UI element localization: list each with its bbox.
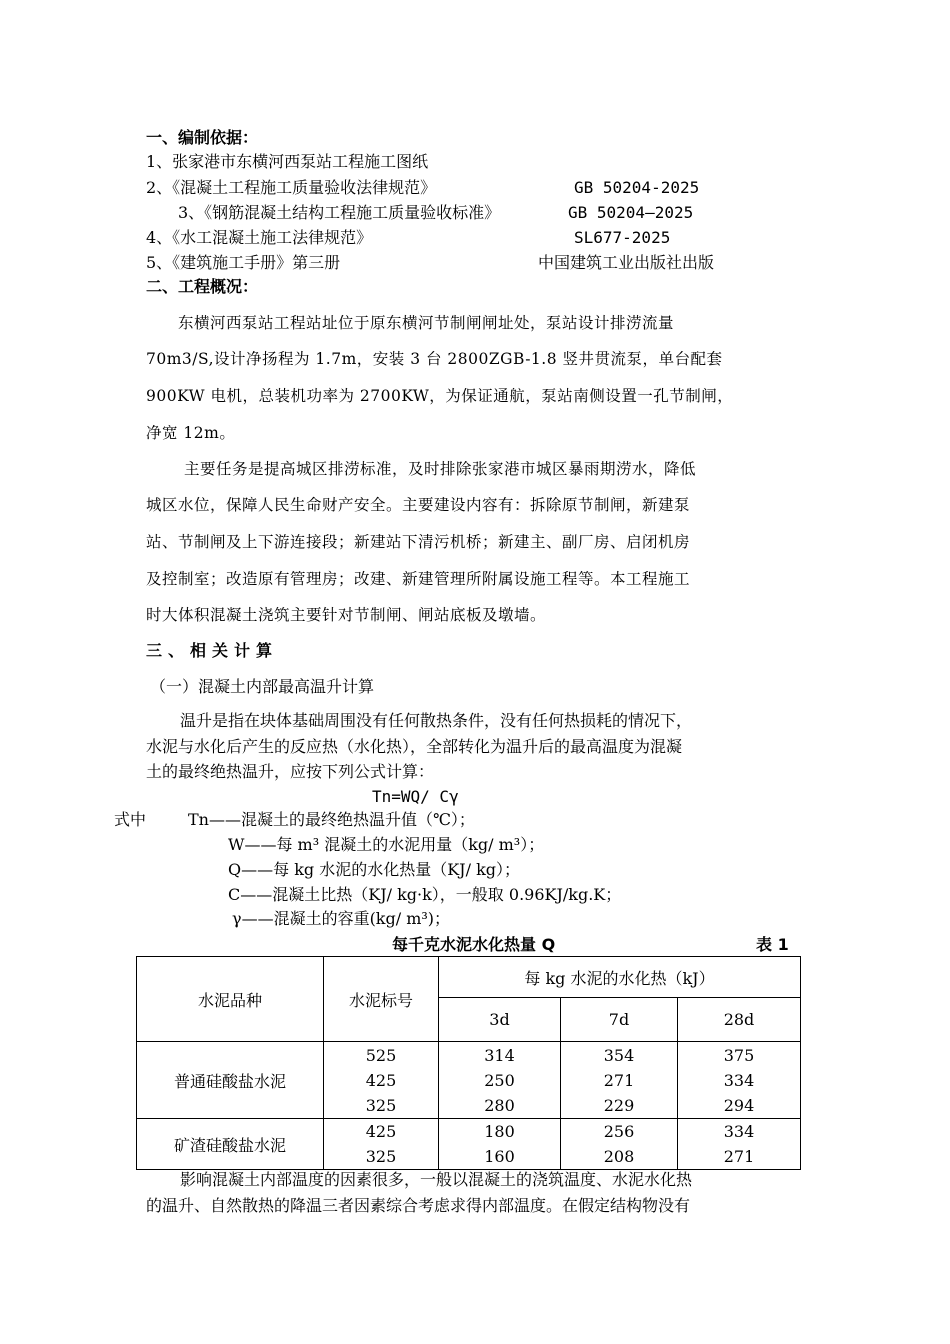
temp-rise-para-line2: 水泥与水化后产生的反应热（水化热），全部转化为温升后的最高温度为混凝	[146, 737, 683, 756]
header-cement-grade: 水泥标号	[324, 957, 439, 1042]
section-3-heading: 三、相关计算	[146, 641, 279, 660]
definition-w: W——每 m³ 混凝土的水泥用量（kg/ m³）；	[228, 835, 545, 854]
overview-para2-line2: 城区水位，保障人民生命财产安全。主要建设内容有：拆除原节制闸，新建泵	[146, 496, 691, 514]
grade-value: 525	[365, 1045, 397, 1065]
reference-item-5: 5、《建筑施工手册》第三册	[146, 253, 341, 272]
heat-value: 375	[723, 1045, 755, 1065]
heat-value: 180	[484, 1122, 515, 1141]
overview-para1-line2: 70m3/S,设计净扬程为 1.7m，安装 3 台 2800ZGB-1.8 竖井贯流泵，单台配套	[146, 350, 723, 368]
header-cement-type: 水泥品种	[137, 957, 324, 1042]
reference-item-2-code: GB 50204-2025	[574, 178, 700, 197]
heat-value: 334	[723, 1070, 755, 1090]
heat-7d-cell	[561, 1042, 678, 1119]
heat-value: 271	[723, 1147, 755, 1166]
heat-value: 334	[723, 1122, 755, 1141]
table-number: 表 1	[756, 935, 789, 954]
definition-gamma: γ——混凝土的容重(kg/ m³)；	[232, 909, 451, 928]
table-title: 每千克水泥水化热量 Q	[392, 935, 556, 954]
grade-value: 425	[365, 1070, 397, 1090]
reference-item-1: 1、张家港市东横河西泵站工程施工图纸	[146, 152, 429, 171]
grade-value: 325	[365, 1095, 397, 1115]
temp-rise-para-line3: 土的最终绝热温升，应按下列公式计算：	[146, 762, 435, 781]
heat-value: 229	[603, 1095, 635, 1115]
after-table-line2: 的温升、自然散热的降温三者因素综合考虑求得内部温度。在假定结构物没有	[146, 1196, 691, 1215]
overview-para2-line3: 站、节制闸及上下游连接段；新建站下清污机桥；新建主、副厂房、启闭机房	[146, 533, 691, 551]
after-table-line1: 影响混凝土内部温度的因素很多，一般以混凝土的浇筑温度、水泥水化热	[180, 1170, 693, 1189]
heat-value: 250	[484, 1070, 515, 1090]
heat-value: 354	[603, 1045, 635, 1065]
reference-item-5-publisher: 中国建筑工业出版社出版	[538, 253, 715, 272]
overview-para2-line1: 主要任务是提高城区排涝标准，及时排除张家港市城区暴雨期涝水，降低	[184, 460, 697, 478]
heat-value: 280	[484, 1095, 515, 1115]
cement-type-cell: 矿渣硅酸盐水泥	[137, 1119, 324, 1170]
heat-28d-cell	[678, 1042, 801, 1119]
cement-type-cell: 普通硅酸盐水泥	[137, 1042, 324, 1119]
grade-cell	[324, 1042, 439, 1119]
reference-item-3-code: GB 50204—2025	[568, 203, 694, 222]
header-7d: 7d	[561, 998, 678, 1042]
heat-7d-cell	[561, 1119, 678, 1170]
heat-value: 294	[723, 1095, 755, 1115]
table-row	[137, 1119, 801, 1170]
subsection-1-title: （一）混凝土内部最高温升计算	[150, 677, 375, 696]
reference-item-2: 2、《混凝土工程施工质量验收法律规范》	[146, 178, 437, 197]
where-label: 式中	[114, 810, 147, 829]
header-28d: 28d	[678, 998, 801, 1042]
definition-q: Q——每 kg 水泥的水化热量（KJ/ kg）；	[228, 860, 521, 879]
header-3d: 3d	[439, 998, 561, 1042]
table-row	[137, 1042, 801, 1119]
reference-item-4-code: SL677-2025	[574, 228, 671, 247]
reference-item-4: 4、《水工混凝土施工法律规范》	[146, 228, 373, 247]
heat-value: 160	[484, 1147, 515, 1166]
heat-of-hydration-table	[136, 956, 801, 1170]
heat-28d-cell	[678, 1119, 801, 1170]
overview-para2-line4: 及控制室；改造原有管理房；改建、新建管理所附属设施工程等。本工程施工	[146, 570, 691, 588]
overview-para2-line5: 时大体积混凝土浇筑主要针对节制闸、闸站底板及墩墙。	[146, 606, 547, 624]
section-2-heading: 二、工程概况：	[146, 277, 259, 296]
grade-cell	[324, 1119, 439, 1170]
heat-3d-cell	[439, 1042, 561, 1119]
formula: Tn=WQ/ Cγ	[372, 787, 459, 806]
heat-value: 271	[603, 1070, 635, 1090]
temp-rise-para-line1: 温升是指在块体基础周围没有任何散热条件，没有任何热损耗的情况下，	[180, 711, 693, 730]
overview-para1-line3: 900KW 电机，总装机功率为 2700KW，为保证通航，泵站南侧设置一孔节制闸，	[146, 387, 734, 405]
heat-value: 314	[484, 1045, 515, 1065]
definition-tn: Tn——混凝土的最终绝热温升值（℃）；	[188, 810, 475, 829]
overview-para1-line4: 净宽 12m。	[146, 424, 236, 442]
heat-value: 256	[603, 1122, 635, 1141]
heat-value: 208	[603, 1147, 635, 1166]
section-1-heading: 一、编制依据：	[146, 128, 259, 147]
overview-para1-line1: 东横河西泵站工程站址位于原东横河节制闸闸址处，泵站设计排涝流量	[178, 314, 675, 332]
heat-3d-cell	[439, 1119, 561, 1170]
header-heat: 每 kg 水泥的水化热（kJ）	[439, 957, 801, 998]
definition-c: C——混凝土比热（KJ/ kg·k），一般取 0.96KJ/kg.K；	[228, 885, 622, 904]
grade-value: 425	[365, 1122, 397, 1141]
grade-value: 325	[365, 1147, 397, 1166]
reference-item-3: 3、《钢筋混凝土结构工程施工质量验收标准》	[178, 203, 501, 222]
